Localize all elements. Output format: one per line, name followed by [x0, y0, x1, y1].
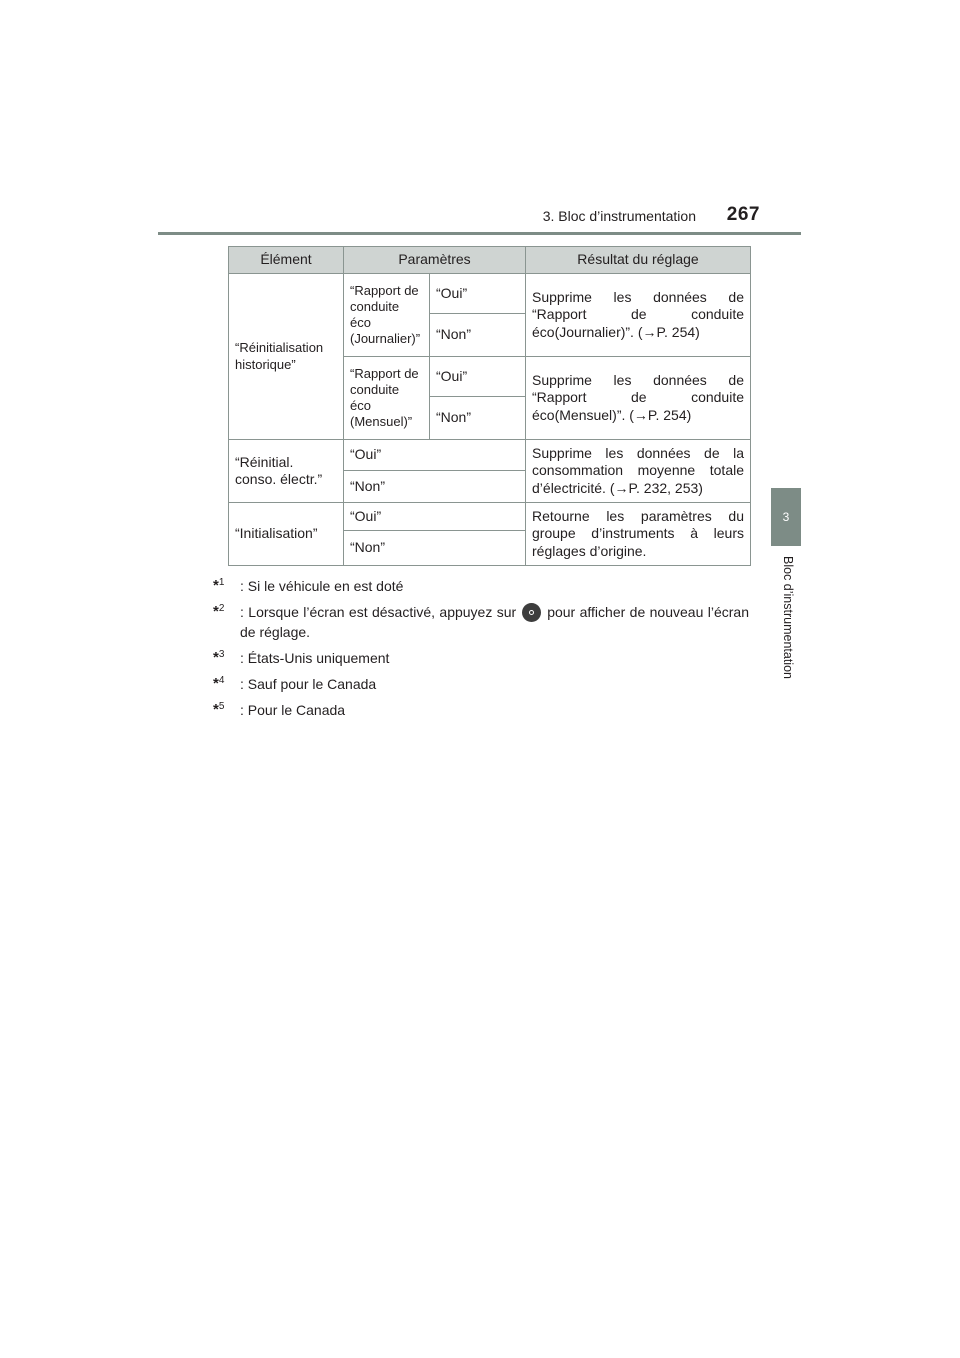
- option-yes: “Oui”: [344, 440, 526, 471]
- chapter-label: Bloc d’instrumentation: [781, 556, 795, 679]
- footnote-marker: *$^1$: [213, 577, 225, 594]
- item-cell: “Réinitialisation historique”: [229, 274, 344, 440]
- table-row: [229, 440, 751, 471]
- option-yes: “Oui”: [344, 503, 526, 531]
- footnote-marker: *$^5$: [213, 701, 225, 718]
- footnotes: [213, 576, 749, 726]
- column-header-item: Élément: [229, 247, 344, 274]
- table-row: [229, 503, 751, 531]
- section-title: 3. Bloc d’instrumentation: [542, 208, 696, 224]
- footnote: [213, 674, 749, 694]
- param-cell: “Rapport de conduite éco (Journalier)”: [344, 274, 430, 357]
- footnote: [213, 602, 749, 642]
- chapter-tab: [771, 488, 801, 546]
- option-yes: “Oui”: [430, 357, 526, 397]
- item-cell: “Initialisation”: [229, 503, 344, 566]
- footnote-text: : États-Unis uniquement: [240, 650, 390, 666]
- header-divider: [158, 232, 801, 235]
- footnote-marker: *$^3$: [213, 649, 225, 666]
- table-header-row: [229, 247, 751, 274]
- footnote: [213, 648, 749, 668]
- result-cell: Retourne les paramètres du groupe d’instruments à leurs réglages d’origine.: [526, 503, 751, 566]
- settings-table: [228, 246, 751, 566]
- result-cell: Supprime les données de la consommation moyenne totale d’électricité. (→P. 232, 253): [526, 440, 751, 503]
- display-button-icon: [522, 603, 541, 622]
- page-number: 267: [726, 204, 760, 225]
- item-cell: “Réinitial. conso. électr.”: [229, 440, 344, 503]
- footnote-marker: *$^4$: [213, 675, 225, 692]
- result-cell: Supprime les données de “Rapport de conduite éco(Journalier)”. (→P. 254): [526, 274, 751, 357]
- table-row: [229, 274, 751, 314]
- column-header-params: Paramètres: [344, 247, 526, 274]
- option-no: “Non”: [344, 471, 526, 503]
- footnote: [213, 700, 749, 720]
- option-no: “Non”: [430, 314, 526, 357]
- footnote-marker: *$^2$: [213, 603, 225, 620]
- footnote-text: : Pour le Canada: [240, 702, 346, 718]
- chapter-number: 3: [782, 510, 790, 524]
- footnote-text: : Si le véhicule en est doté: [240, 578, 404, 594]
- column-header-result: Résultat du réglage: [526, 247, 751, 274]
- option-yes: “Oui”: [430, 274, 526, 314]
- param-cell: “Rapport de conduite éco (Mensuel)”: [344, 357, 430, 440]
- option-no: “Non”: [430, 397, 526, 440]
- footnote-text: : Lorsque l’écran est désactivé, appuyez sur pour afficher de nouveau l’écran de réglage.: [240, 604, 749, 640]
- footnote: [213, 576, 749, 596]
- footnote-text: : Sauf pour le Canada: [240, 676, 377, 692]
- option-no: “Non”: [344, 531, 526, 566]
- result-cell: Supprime les données de “Rapport de conduite éco(Mensuel)”. (→P. 254): [526, 357, 751, 440]
